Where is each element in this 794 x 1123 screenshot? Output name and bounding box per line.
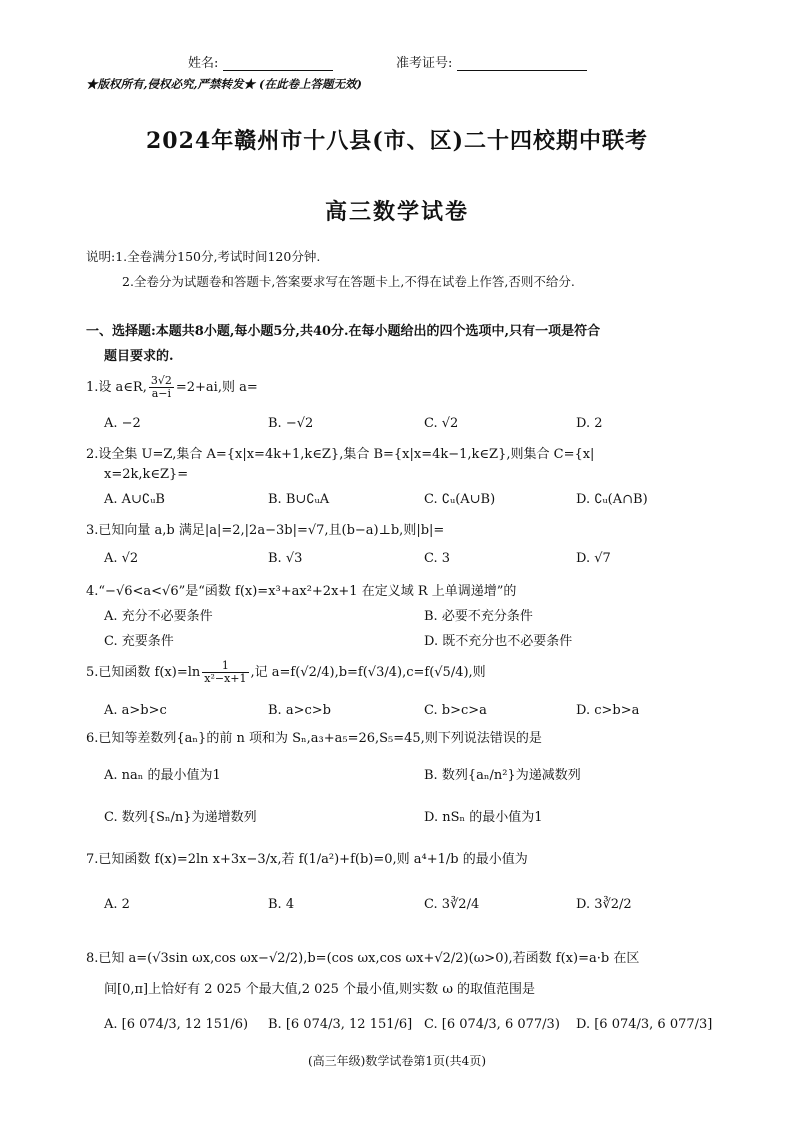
q5-fraction bbox=[202, 660, 248, 685]
q1-frac-den: a−i bbox=[151, 387, 171, 400]
q3-option-a: A. √2 bbox=[104, 551, 139, 566]
q1-frac-num: 3√2 bbox=[150, 374, 172, 387]
q3-option-b: B. √3 bbox=[268, 551, 303, 566]
q2-option-d: D. ∁ᵤ(A∩B) bbox=[576, 492, 648, 507]
q7-option-a: A. 2 bbox=[104, 897, 130, 912]
question-6: 6.已知等差数列{aₙ}的前 n 项和为 Sₙ,a₃+a₅=26,S₅=45,则下列说法错误的是 bbox=[86, 731, 542, 746]
q7-option-d: D. 3∛2/2 bbox=[576, 897, 632, 912]
copyright-notice: ★版权所有,侵权必究,严禁转发★ (在此卷上答题无效) bbox=[86, 77, 362, 91]
name-field bbox=[188, 52, 333, 71]
q5-option-d: D. c>b>a bbox=[576, 703, 640, 718]
q6-option-c: C. 数列{Sₙ/n}为递增数列 bbox=[104, 810, 257, 825]
instruction-1: 说明:1.全卷满分150分,考试时间120分钟. bbox=[86, 249, 321, 264]
question-4: 4.“−√6<a<√6”是“函数 f(x)=x³+ax²+2x+1 在定义域 R 上单调递增”的 bbox=[86, 584, 517, 599]
question-2-line1: 2.设全集 U=Z,集合 A={x|x=4k+1,k∈Z},集合 B={x|x=4k−1,k∈Z},则集合 C={x| bbox=[86, 447, 595, 462]
q8-option-b: B. [6 074/3, 12 151/6] bbox=[268, 1017, 413, 1032]
question-2-line2: x=2k,k∈Z}= bbox=[104, 467, 189, 482]
q5-option-c: C. b>c>a bbox=[424, 703, 487, 718]
q3-option-d: D. √7 bbox=[576, 551, 611, 566]
q2-option-c: C. ∁ᵤ(A∪B) bbox=[424, 492, 496, 507]
q5-post: ,记 a=f(√2/4),b=f(√3/4),c=f(√5/4),则 bbox=[250, 665, 486, 680]
exam-title: 2024年赣州市十八县(市、区)二十四校期中联考 bbox=[145, 128, 649, 154]
q6-option-a: A. naₙ 的最小值为1 bbox=[104, 768, 221, 783]
q2-option-b: B. B∪∁ᵤA bbox=[268, 492, 330, 507]
q8-option-c: C. [6 074/3, 6 077/3) bbox=[424, 1017, 560, 1032]
q1-fraction bbox=[149, 375, 174, 400]
section-heading-cont: 题目要求的. bbox=[104, 349, 174, 364]
section-heading: 一、选择题:本题共8小题,每小题5分,共40分.在每小题给出的四个选项中,只有一项是符合 bbox=[86, 324, 601, 339]
question-8-line2: 间[0,π]上恰好有 2 025 个最大值,2 025 个最小值,则实数 ω 的取值范围是 bbox=[104, 982, 536, 997]
q4-option-a: A. 充分不必要条件 bbox=[104, 609, 213, 624]
q6-option-d: D. nSₙ 的最小值为1 bbox=[424, 810, 543, 825]
q5-option-b: B. a>c>b bbox=[268, 703, 331, 718]
instruction-2: 2.全卷分为试题卷和答题卡,答案要求写在答题卡上,不得在试卷上作答,否则不给分. bbox=[122, 274, 575, 289]
name-label: 姓名: bbox=[188, 56, 219, 71]
q7-option-b: B. 4 bbox=[268, 897, 295, 912]
id-field bbox=[396, 52, 587, 71]
question-5 bbox=[86, 660, 486, 685]
q1-pre: 1.设 a∈R, bbox=[86, 380, 147, 395]
q3-option-c: C. 3 bbox=[424, 551, 451, 566]
q7-option-c: C. 3∛2/4 bbox=[424, 897, 480, 912]
exam-subtitle: 高三数学试卷 bbox=[324, 199, 469, 225]
q5-frac-num: 1 bbox=[202, 660, 248, 673]
q1-option-d: D. 2 bbox=[576, 416, 603, 431]
q8-option-a: A. [6 074/3, 12 151/6) bbox=[104, 1017, 249, 1032]
q4-option-d: D. 既不充分也不必要条件 bbox=[424, 634, 573, 649]
id-blank bbox=[457, 56, 587, 71]
id-label: 准考证号: bbox=[396, 56, 453, 71]
question-1 bbox=[86, 375, 258, 400]
q1-option-b: B. −√2 bbox=[268, 416, 314, 431]
question-3: 3.已知向量 a,b 满足|a|=2,|2a−3b|=√7,且(b−a)⊥b,则|b|= bbox=[86, 523, 445, 538]
q8-option-d: D. [6 074/3, 6 077/3] bbox=[576, 1017, 713, 1032]
q5-pre: 5.已知函数 f(x)=ln bbox=[86, 665, 201, 680]
q2-option-a: A. A∪∁ᵤB bbox=[104, 492, 165, 507]
q4-option-c: C. 充要条件 bbox=[104, 634, 174, 649]
q5-option-a: A. a>b>c bbox=[104, 703, 167, 718]
name-blank bbox=[223, 56, 333, 71]
question-7: 7.已知函数 f(x)=2ln x+3x−3/x,若 f(1/a²)+f(b)=0,则 a⁴+1/b 的最小值为 bbox=[86, 852, 528, 867]
q6-option-b: B. 数列{aₙ/n²}为递减数列 bbox=[424, 768, 581, 783]
q1-post: =2+ai,则 a= bbox=[175, 380, 258, 395]
q5-frac-den: x²−x+1 bbox=[204, 672, 247, 685]
q4-option-b: B. 必要不充分条件 bbox=[424, 609, 533, 624]
question-8-line1: 8.已知 a=(√3sin ωx,cos ωx−√2/2),b=(cos ωx,cos ωx+√2/2)(ω>0),若函数 f(x)=a·b 在区 bbox=[86, 951, 640, 966]
page-footer: (高三年级)数学试卷第1页(共4页) bbox=[308, 1054, 486, 1068]
q1-option-c: C. √2 bbox=[424, 416, 459, 431]
q1-option-a: A. −2 bbox=[104, 416, 141, 431]
